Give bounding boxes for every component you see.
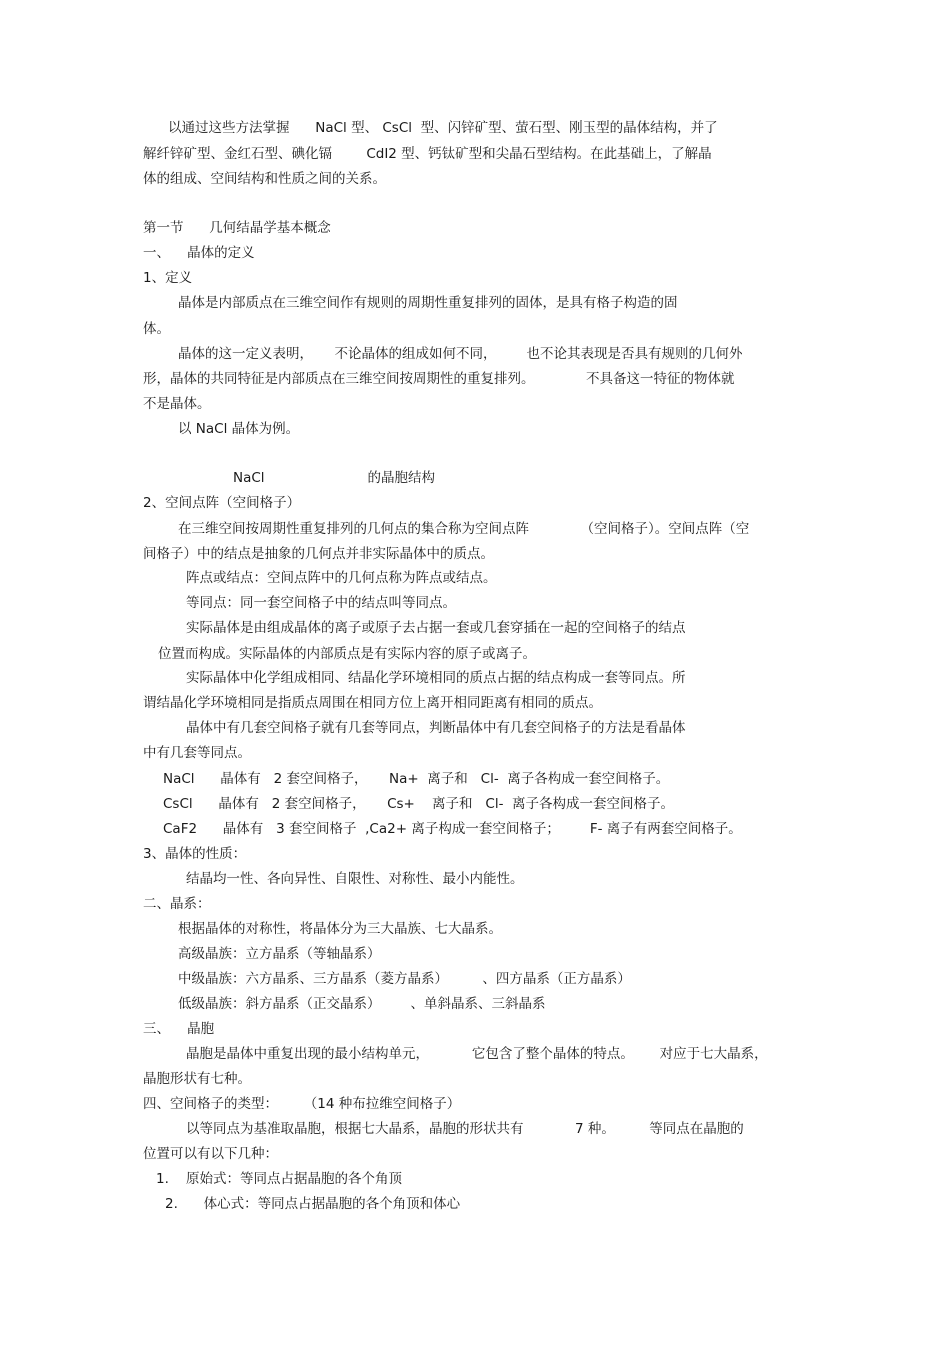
example-line-caf2: CaF2 晶体有 3 套空间格子 ,Ca2+ 离子构成一套空间格子； F- 离子有两套空间格子。 <box>163 821 742 837</box>
example-line-cscl: CsCl 晶体有 2 套空间格子， Cs+ 离子和 Cl- 离子各构成一套空间格子。 <box>163 796 675 812</box>
paragraph-line: 结晶均一性、各向异性、自限性、对称性、最小内能性。 <box>186 871 524 887</box>
paragraph-line: 晶体是内部质点在三维空间作有规则的周期性重复排列的固体，是具有格子构造的固 <box>178 295 678 311</box>
subheading-space-lattice: 2、空间点阵（空间格子） <box>143 495 301 511</box>
paragraph-line: 谓结晶化学环境相同是指质点周围在相同方位上离开相同距离有相同的质点。 <box>143 695 602 711</box>
section-heading: 第一节 几何结晶学基本概念 <box>143 220 331 236</box>
paragraph-line: 中有几套等同点。 <box>143 745 251 761</box>
paragraph-line: 以等同点为基准取晶胞，根据七大晶系，晶胞的形状共有 7 种。 等同点在晶胞的 <box>186 1121 744 1137</box>
paragraph-line: 不是晶体。 <box>143 396 211 412</box>
paragraph-line: 高级晶族：立方晶系（等轴晶系） <box>178 946 381 962</box>
paragraph-line: 以 NaCl 晶体为例。 <box>178 421 300 437</box>
paragraph-line: 间格子）中的结点是抽象的几何点并非实际晶体中的质点。 <box>143 546 494 562</box>
paragraph-line: 体。 <box>143 321 170 337</box>
subheading-properties: 3、晶体的性质： <box>143 846 247 862</box>
subheading-definition: 1、定义 <box>143 270 193 286</box>
paragraph-line: 晶胞形状有七种。 <box>143 1071 251 1087</box>
intro-line-1: 以通过这些方法掌握 NaCl 型、 CsCl 型、闪锌矿型、萤石型、刚玉型的晶体结构，并了 <box>168 120 718 136</box>
list-item: 1. 原始式：等同点占据晶胞的各个角顶 <box>156 1171 403 1187</box>
paragraph-line: 晶胞是晶体中重复出现的最小结构单元， 它包含了整个晶体的特点。 对应于七大晶系， <box>186 1046 768 1062</box>
paragraph-line: 晶体中有几套空间格子就有几套等同点，判断晶体中有几套空间格子的方法是看晶体 <box>186 720 686 736</box>
paragraph-line: 形，晶体的共同特征是内部质点在三维空间按周期性的重复排列。 不具备这一特征的物体就 <box>143 371 735 387</box>
figure-caption: NaCl 的晶胞结构 <box>233 470 436 486</box>
paragraph-line: 等同点：同一套空间格子中的结点叫等同点。 <box>186 595 456 611</box>
example-line-nacl: NaCl 晶体有 2 套空间格子， Na+ 离子和 Cl- 离子各构成一套空间格子。 <box>163 771 670 787</box>
list-item: 2. 体心式：等同点占据晶胞的各个角顶和体心 <box>165 1196 461 1212</box>
paragraph-line: 在三维空间按周期性重复排列的几何点的集合称为空间点阵 （空间格子）。空间点阵（空 <box>178 521 750 537</box>
intro-line-2: 解纤锌矿型、金红石型、碘化镉 CdI2 型、钙钛矿型和尖晶石型结构。在此基础上，了解晶 <box>143 146 712 162</box>
heading-crystal-definition: 一、 晶体的定义 <box>143 245 255 261</box>
paragraph-line: 根据晶体的对称性，将晶体分为三大晶族、七大晶系。 <box>178 921 502 937</box>
paragraph-line: 中级晶族：六方晶系、三方晶系（菱方晶系） 、四方晶系（正方晶系） <box>178 971 631 987</box>
intro-line-3: 体的组成、空间结构和性质之间的关系。 <box>143 171 386 187</box>
heading-crystal-system: 二、晶系： <box>143 896 211 912</box>
paragraph-line: 实际晶体中化学组成相同、结晶化学环境相同的质点占据的结点构成一套等同点。所 <box>186 670 686 686</box>
paragraph-line: 实际晶体是由组成晶体的离子或原子去占据一套或几套穿插在一起的空间格子的结点 <box>186 620 686 636</box>
heading-unit-cell: 三、 晶胞 <box>143 1021 215 1037</box>
paragraph-line: 阵点或结点：空间点阵中的几何点称为阵点或结点。 <box>186 570 497 586</box>
heading-lattice-types: 四、空间格子的类型： （14 种布拉维空间格子） <box>143 1096 461 1112</box>
paragraph-line: 低级晶族：斜方晶系（正交晶系） 、单斜晶系、三斜晶系 <box>178 996 546 1012</box>
paragraph-line: 晶体的这一定义表明， 不论晶体的组成如何不同， 也不论其表现是否具有规则的几何外 <box>178 346 743 362</box>
paragraph-line: 位置而构成。实际晶体的内部质点是有实际内容的原子或离子。 <box>158 646 536 662</box>
paragraph-line: 位置可以有以下几种： <box>143 1146 278 1162</box>
